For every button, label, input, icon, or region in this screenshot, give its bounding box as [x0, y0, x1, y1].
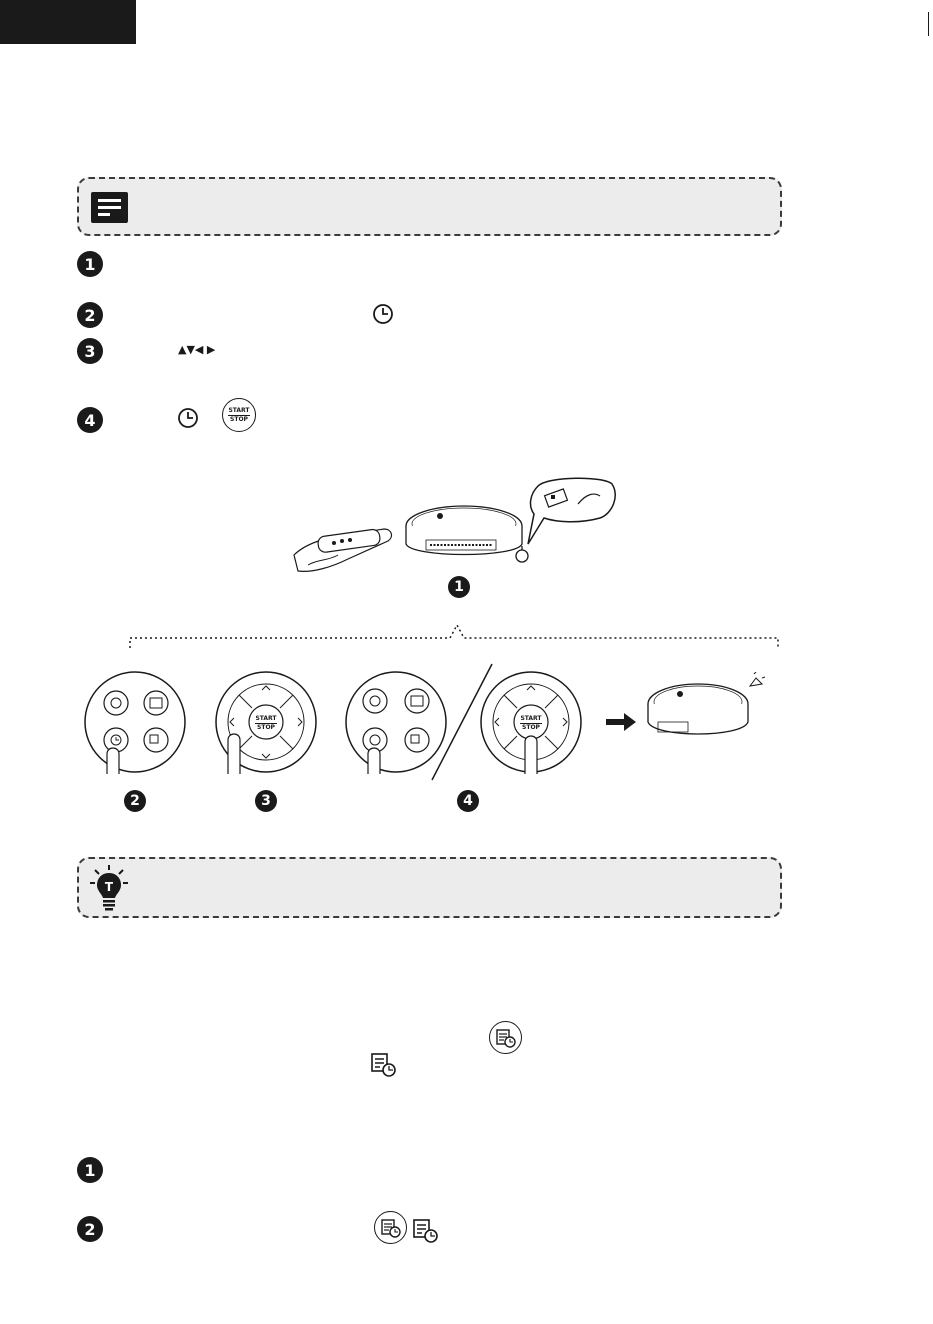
clock-icon	[371, 302, 395, 326]
start-stop-button-icon: START STOP	[222, 398, 256, 432]
schedule-icon	[371, 1052, 397, 1078]
direction-pad-panel-b: START STOP	[214, 670, 318, 774]
page-corner-tab	[0, 0, 136, 44]
remote-button-panel-a	[83, 670, 187, 774]
direction-arrows: ▲▼◀ ▶	[178, 343, 216, 356]
direction-pad-panel-d: START STOP	[479, 670, 583, 774]
schedule-button-icon	[374, 1211, 407, 1244]
step-number-2: 2	[77, 302, 103, 328]
bottom-step-number-2: 2	[77, 1216, 103, 1242]
lightbulb-tip-icon	[89, 864, 129, 912]
step-number-1: 1	[77, 251, 103, 277]
right-arrow-icon	[606, 713, 636, 731]
power-switch-callout	[508, 474, 620, 566]
page-edge-mark	[928, 12, 929, 36]
dotted-bracket	[128, 620, 780, 650]
schedule-button-icon	[489, 1021, 522, 1054]
step-number-3: 3	[77, 338, 103, 364]
schedule-icon	[413, 1218, 439, 1244]
clock-icon	[176, 406, 200, 430]
illustration-step-1: 1	[448, 576, 470, 598]
illustration-step-4: 4	[457, 790, 479, 812]
remote-in-hand-illustration	[288, 515, 398, 577]
tip-letter: T	[104, 880, 114, 894]
note-icon	[91, 192, 128, 223]
note-box	[77, 177, 782, 236]
illustration-step-3: 3	[255, 790, 277, 812]
bottom-step-number-1: 1	[77, 1157, 103, 1183]
step-number-4: 4	[77, 407, 103, 433]
illustration-step-2: 2	[124, 790, 146, 812]
tip-box	[77, 857, 782, 918]
robot-vacuum-running-illustration	[644, 672, 766, 754]
